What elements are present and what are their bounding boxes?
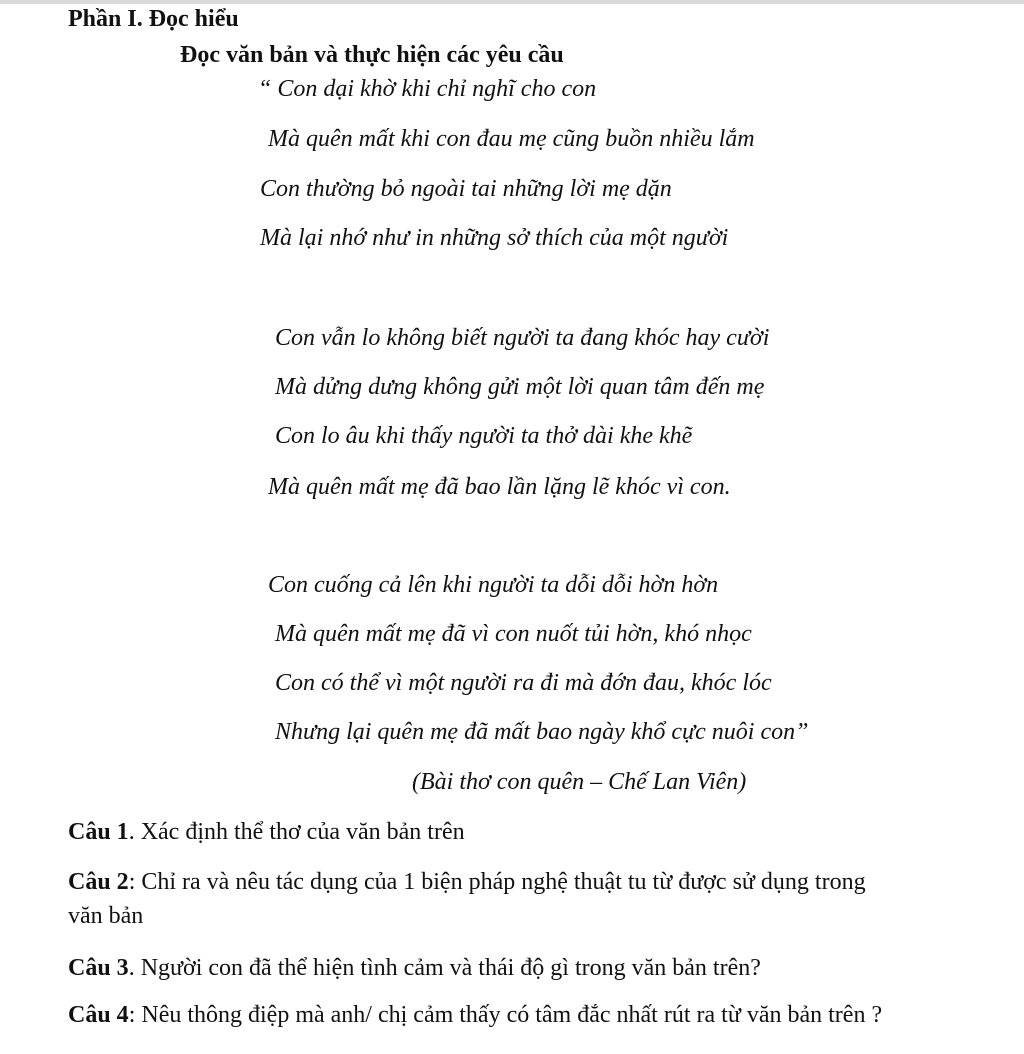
- question-label: Câu 3: [68, 955, 129, 981]
- question-label: Câu 1: [68, 819, 129, 845]
- poem-line: Mà quên mất mẹ đã bao lần lặng lẽ khóc vì con.: [268, 474, 731, 500]
- poem-attribution: (Bài thơ con quên – Chế Lan Viên): [412, 769, 747, 795]
- poem-line: Con cuống cả lên khi người ta dỗi dỗi hờn hờn: [268, 572, 719, 598]
- question-separator: .: [128, 819, 141, 845]
- poem-line: Con thường bỏ ngoài tai những lời mẹ dặn: [260, 176, 672, 202]
- poem-line: Mà quên mất khi con đau mẹ cũng buồn nhiều lắm: [268, 126, 755, 152]
- poem-line: Mà dửng dưng không gửi một lời quan tâm đến mẹ: [275, 374, 765, 400]
- question-text: Chỉ ra và nêu tác dụng của 1 biện pháp nghệ thuật tu từ được sử dụng trong: [141, 869, 866, 895]
- poem-line: Con có thể vì một người ra đi mà đớn đau, khóc lóc: [275, 670, 772, 696]
- question-2: [68, 867, 866, 897]
- question-3: [68, 953, 761, 983]
- poem-line: Con vẫn lo không biết người ta đang khóc hay cười: [275, 325, 770, 351]
- question-text: Người con đã thể hiện tình cảm và thái độ gì trong văn bản trên?: [140, 955, 761, 981]
- question-label: Câu 2: [68, 869, 129, 895]
- question-label: Câu 4: [68, 1002, 129, 1028]
- question-text: Xác định thể thơ của văn bản trên: [140, 819, 465, 845]
- section-title: Phần I. Đọc hiểu: [68, 6, 239, 32]
- question-separator: .: [128, 955, 141, 981]
- poem-line: Mà lại nhớ như in những sở thích của một người: [260, 225, 729, 251]
- question-4: [68, 1000, 882, 1030]
- poem-line: Con lo âu khi thấy người ta thở dài khe khẽ: [275, 423, 693, 449]
- question-separator: :: [128, 869, 142, 895]
- question-separator: :: [128, 1002, 142, 1028]
- question-1: [68, 817, 465, 847]
- poem-line: “ Con dại khờ khi chỉ nghĩ cho con: [258, 76, 597, 102]
- poem-line: Mà quên mất mẹ đã vì con nuốt tủi hờn, khó nhọc: [275, 621, 752, 647]
- reading-instruction: Đọc văn bản và thực hiện các yêu cầu: [180, 42, 564, 68]
- question-text: Nêu thông điệp mà anh/ chị cảm thấy có tâm đắc nhất rút ra từ văn bản trên ?: [141, 1002, 883, 1028]
- poem-line: Nhưng lại quên mẹ đã mất bao ngày khổ cực nuôi con”: [275, 719, 809, 745]
- question-2-continuation: văn bản: [68, 903, 144, 929]
